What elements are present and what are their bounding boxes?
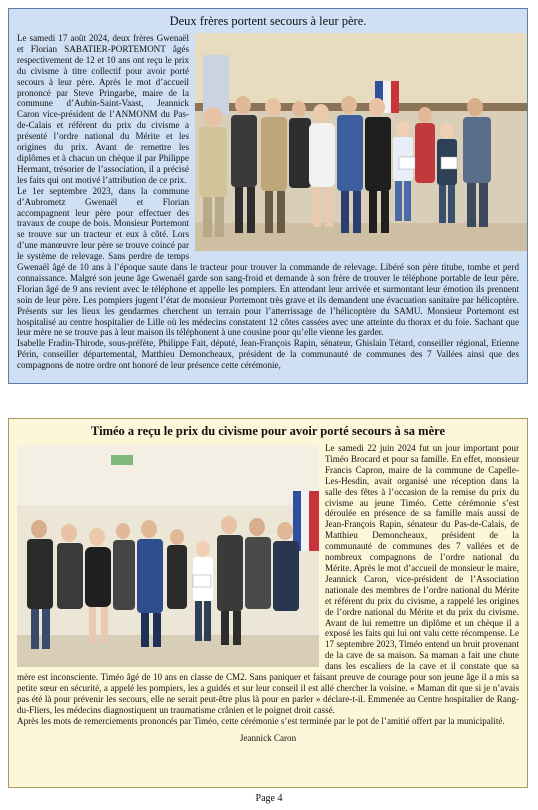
page-number: Page 4 <box>255 793 283 804</box>
article-1-paragraph: Isabelle Fradin-Thirode, sous-préfète, Philippe Fait, député, Jean-François Rapin, sénateur, Ghislain Tétard, conseiller régional, Etienne Périn, conseiller départemental, Matthieu Demoncheaux, président de la communauté de communes des 7 Vallées ainsi que des compagnons de notre ordre ont honoré de leur présence cette cérémonie, <box>17 338 519 371</box>
article-2-paragraph: Le samedi 22 juin 2024 fut un jour important pour Timéo Brocard et pour sa famille. En effet, monsieur Francis Capron, maire de la commune de Capelle-Les-Hesdin, avait organisé une réception dans la salle des fêtes à l’occasion de la remise du prix du civisme au jeune Timéo. Cette cérémonie s’est déroulée en présence de sa famille mais aussi de Jean-François Rapin, sénateur du Pas-de-Calais, de Matthieu Demoncheaux, président de la communauté de communes des 7 vallées et de nombreux compagnons de l’ordre national du Mérite. Après le mot d’accueil de monsieur le maire, Jeannick Caron, vice-président de l’Association nationale des membres de l’ordre national du Mérite et référent du prix du civisme, a rappelé les origines de l’ordre national du Mérite et du prix du civisme. Avant de lui remettre un diplôme et un chèque il a exposé les faits qui lui ont valu cette récompense. Le 17 septembre 2023, Timéo entend un bruit provenant de la cave de sa maison. Sa maman a fait une chute dans les escaliers de la cave et il constate que sa mère est inconsciente. Timéo âgé de 10 ans en classe de CM2. Sans paniquer et faisant preuve de courage pour son jeune âge il a mis sa petite sœur en sécurité, a appelé les pompiers, les a guidés et sur leur conseil il est allé chercher la voisine. « Maman dit que si je n’avais pas été là pour prévenir les secours, elle ne serait peut-être plus là pour en parler » déclare-t-il. Emmenée au Centre hospitalier de Rang-du-Fliers, les médecins diagnostiquent un traumatisme crânien et le poignet droit cassé. <box>17 443 519 715</box>
article-1-paragraph: Le 1er septembre 2023, dans la commune d’Aubrometz Gwenaël et Florian accompagnent leur père pour effectuer des travaux de coupe de bois. Monsieur Portemont se trouve sur un tracteur et eux à côté. Lors d’une manœuvre leur père se trouve coincé par le système de relevage. Sans perdre de temps Gwenaël âgé de 10 ans à l’époque saute dans le tracteur pour trouver la commande de relevage. Libéré son père titube, tombe et perd connaissance. Malgré son jeune âge Gwenaël garde son sang-froid et demande à son frère de trouver le téléphone portable de leur père. Florian âgé de 9 ans revient avec le téléphone et appelle les pompiers. En attendant leur arrivée et surmontant leur émotion ils prennent soin de leur père. Les pompiers jugent l’état de monsieur Portemont très grave et ils demandent une évacuation sanitaire par hélicoptère. Présents sur les lieux les gendarmes cherchent un terrain pour l’atterrissage de l’hélicoptère du SAMU. Monsieur Portemont est hospitalisé au centre hospitalier de Lille où les médecins constatent 12 côtes cassées avec une atteinte du thorax et du foie. Sachant que leur mère ne se trouve pas à leur maison ils téléphonent à une cousine pour qu’elle vienne les garder. <box>17 185 519 338</box>
article-2-signature: Jeannick Caron <box>239 732 297 743</box>
article-2-photo <box>17 445 319 667</box>
article-1-box <box>8 8 528 384</box>
article-2-paragraph: Après les mots de remerciements prononcés par Timéo, cette cérémonie s’est terminée par le pot de l’amitié offert par la municipalité. <box>17 715 505 726</box>
article-2-box <box>8 418 528 788</box>
article-1-paragraph: Le samedi 17 août 2024, deux frères Gwenaël et Florian SABATIER-PORTEMONT âgés respectivement de 12 et 10 ans ont reçu le prix du civisme à titre collectif pour avoir porté secours à leur père. Après le mot d’accueil prononcé par Steve Pringarbe, maire de la commune d’Aubin-Saint-Vaast, Jeannick Caron vice-président de l’ANMONM du Pas-de-Calais et référent du prix du civisme a présenté l’ordre national du Mérite et les origines du prix. Avant de remettre les diplômes et à chacun un chèque il par Philippe Hermant, trésorier de l’association, il a précisé les faits qui ont motivé l’attribution de ce prix. <box>17 33 189 185</box>
article-2-title: Timéo a reçu le prix du civisme pour avoir porté secours à sa mère <box>90 424 445 438</box>
article-2-body <box>17 443 519 743</box>
article-1-title: Deux frères portent secours à leur père. <box>169 14 367 28</box>
article-1-body <box>17 33 519 371</box>
article-1-photo <box>195 33 527 251</box>
